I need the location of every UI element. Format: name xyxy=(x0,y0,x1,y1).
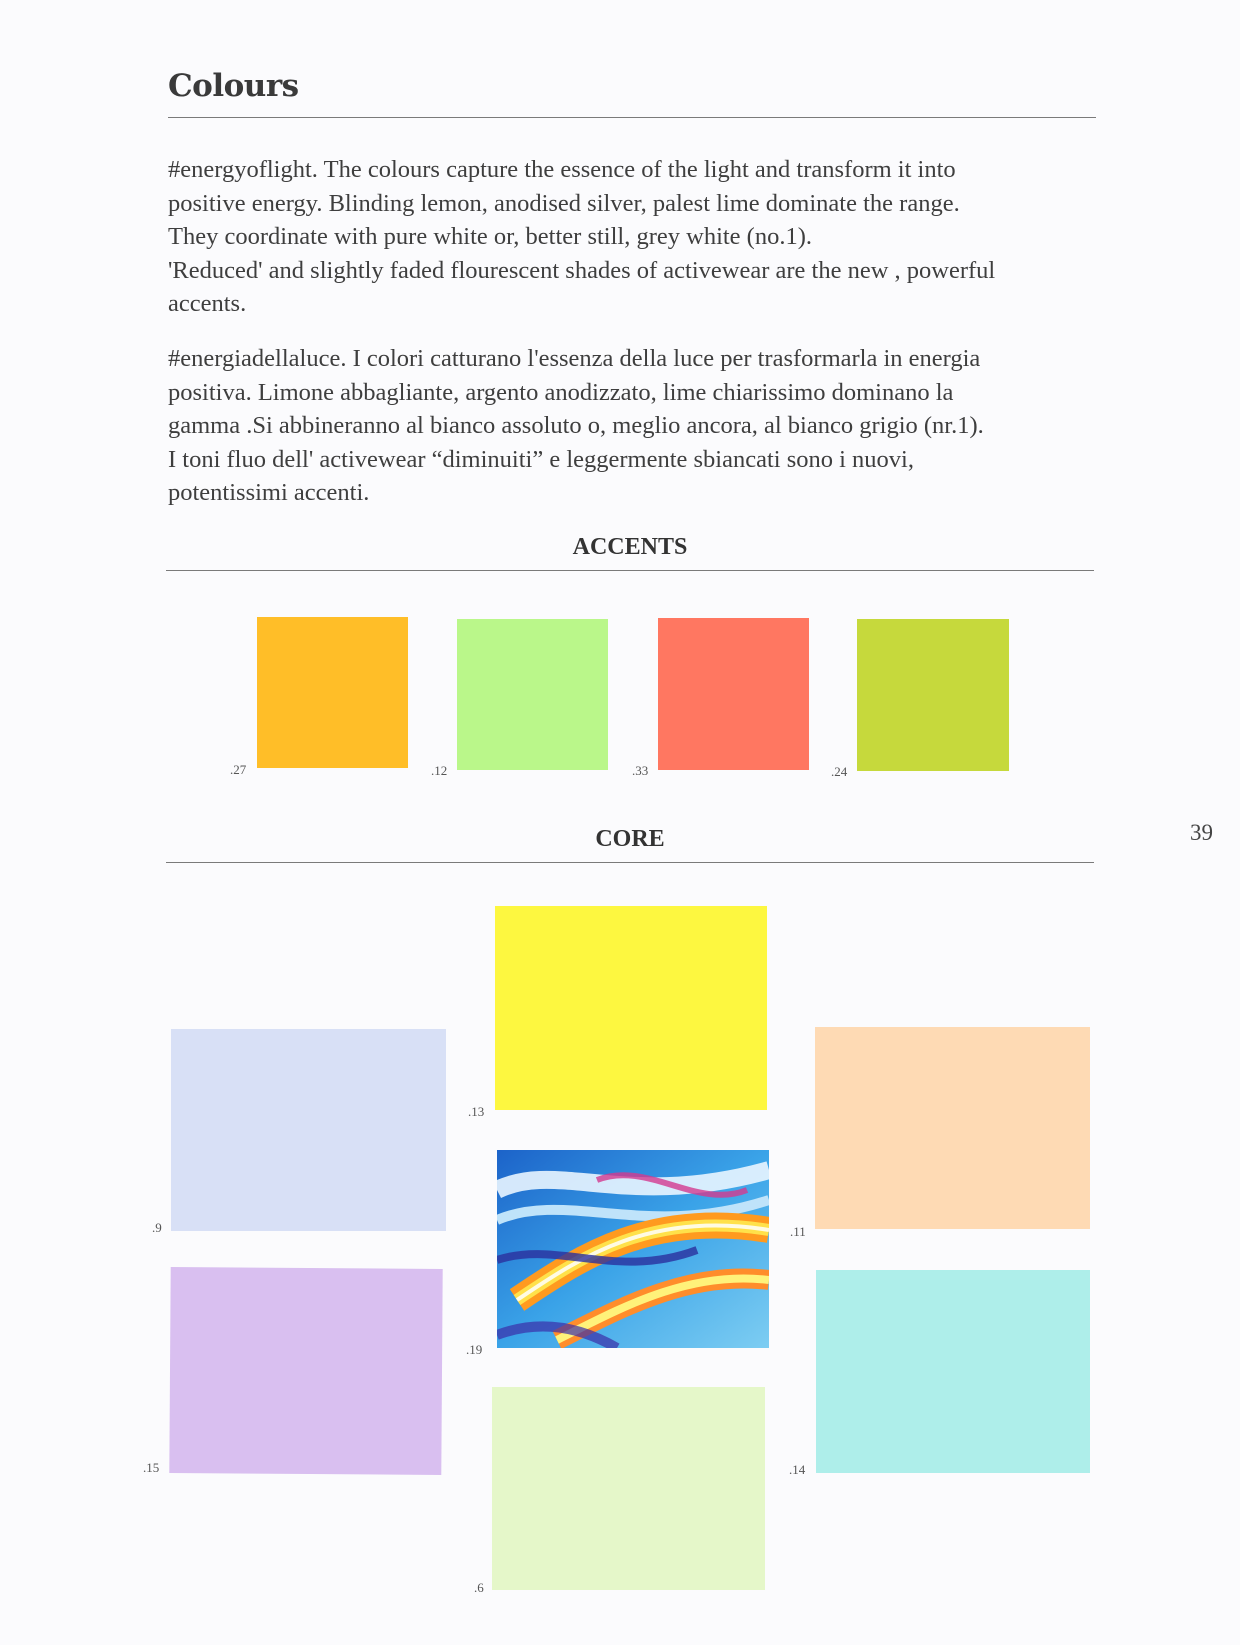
core-swatch-15 xyxy=(169,1267,442,1475)
swatch-code: .13 xyxy=(468,1104,485,1119)
swatch-code: .27 xyxy=(230,762,247,777)
intro-paragraph-english xyxy=(168,153,1096,321)
swatch-code: .9 xyxy=(152,1220,162,1235)
accents-divider xyxy=(166,570,1094,571)
text-line: #energyoflight. The colours capture the essence of the light and transform it into xyxy=(168,156,956,183)
text-line: positiva. Limone abbagliante, argento anodizzato, lime chiarissimo dominano la xyxy=(168,378,954,406)
page-number: 39 xyxy=(1190,820,1213,845)
text-line: 'Reduced' and slightly faded flourescent shades of activewear are the new , powerful xyxy=(168,256,996,284)
core-heading: CORE xyxy=(595,826,665,852)
accent-swatch-33 xyxy=(658,618,809,770)
accents-heading: ACCENTS xyxy=(572,534,688,560)
core-swatch-6 xyxy=(492,1387,765,1590)
swatch-code: .33 xyxy=(632,763,649,778)
swatch-code: .15 xyxy=(143,1460,160,1475)
title-divider xyxy=(168,117,1096,118)
swatch-code: .11 xyxy=(790,1224,806,1239)
text-line: positive energy. Blinding lemon, anodised silver, palest lime dominate the range. xyxy=(168,189,960,217)
accent-swatch-12 xyxy=(457,619,608,770)
text-line: #energiadellaluce. I colori catturano l'essenza della luce per trasformarla in energia xyxy=(168,345,981,372)
page-title: Colours xyxy=(168,68,299,104)
accent-swatch-27 xyxy=(257,617,408,768)
core-divider xyxy=(166,862,1094,863)
swatch-code: .12 xyxy=(431,763,448,778)
text-line: accents. xyxy=(168,290,247,317)
core-swatch-14 xyxy=(816,1270,1090,1473)
text-line: I toni fluo dell' activewear “diminuiti” e leggermente sbiancati sono i nuovi, xyxy=(168,445,914,473)
core-swatch-11 xyxy=(815,1027,1090,1229)
core-swatch-19-iridescent xyxy=(497,1150,769,1348)
iridescent-pattern xyxy=(497,1150,769,1348)
swatch-code: .14 xyxy=(789,1462,806,1477)
core-swatch-13 xyxy=(495,906,767,1110)
swatch-code: .24 xyxy=(831,764,848,779)
accent-swatch-24 xyxy=(857,619,1009,771)
text-line: They coordinate with pure white or, better still, grey white (no.1). xyxy=(168,223,812,250)
swatch-code: .6 xyxy=(474,1580,484,1595)
core-swatch-9 xyxy=(171,1029,446,1231)
text-line: potentissimi accenti. xyxy=(168,479,370,506)
swatch-code: .19 xyxy=(466,1342,483,1357)
intro-paragraph-italian xyxy=(168,342,1096,510)
text-line: gamma .Si abbineranno al bianco assoluto o, meglio ancora, al bianco grigio (nr.1). xyxy=(168,412,984,439)
